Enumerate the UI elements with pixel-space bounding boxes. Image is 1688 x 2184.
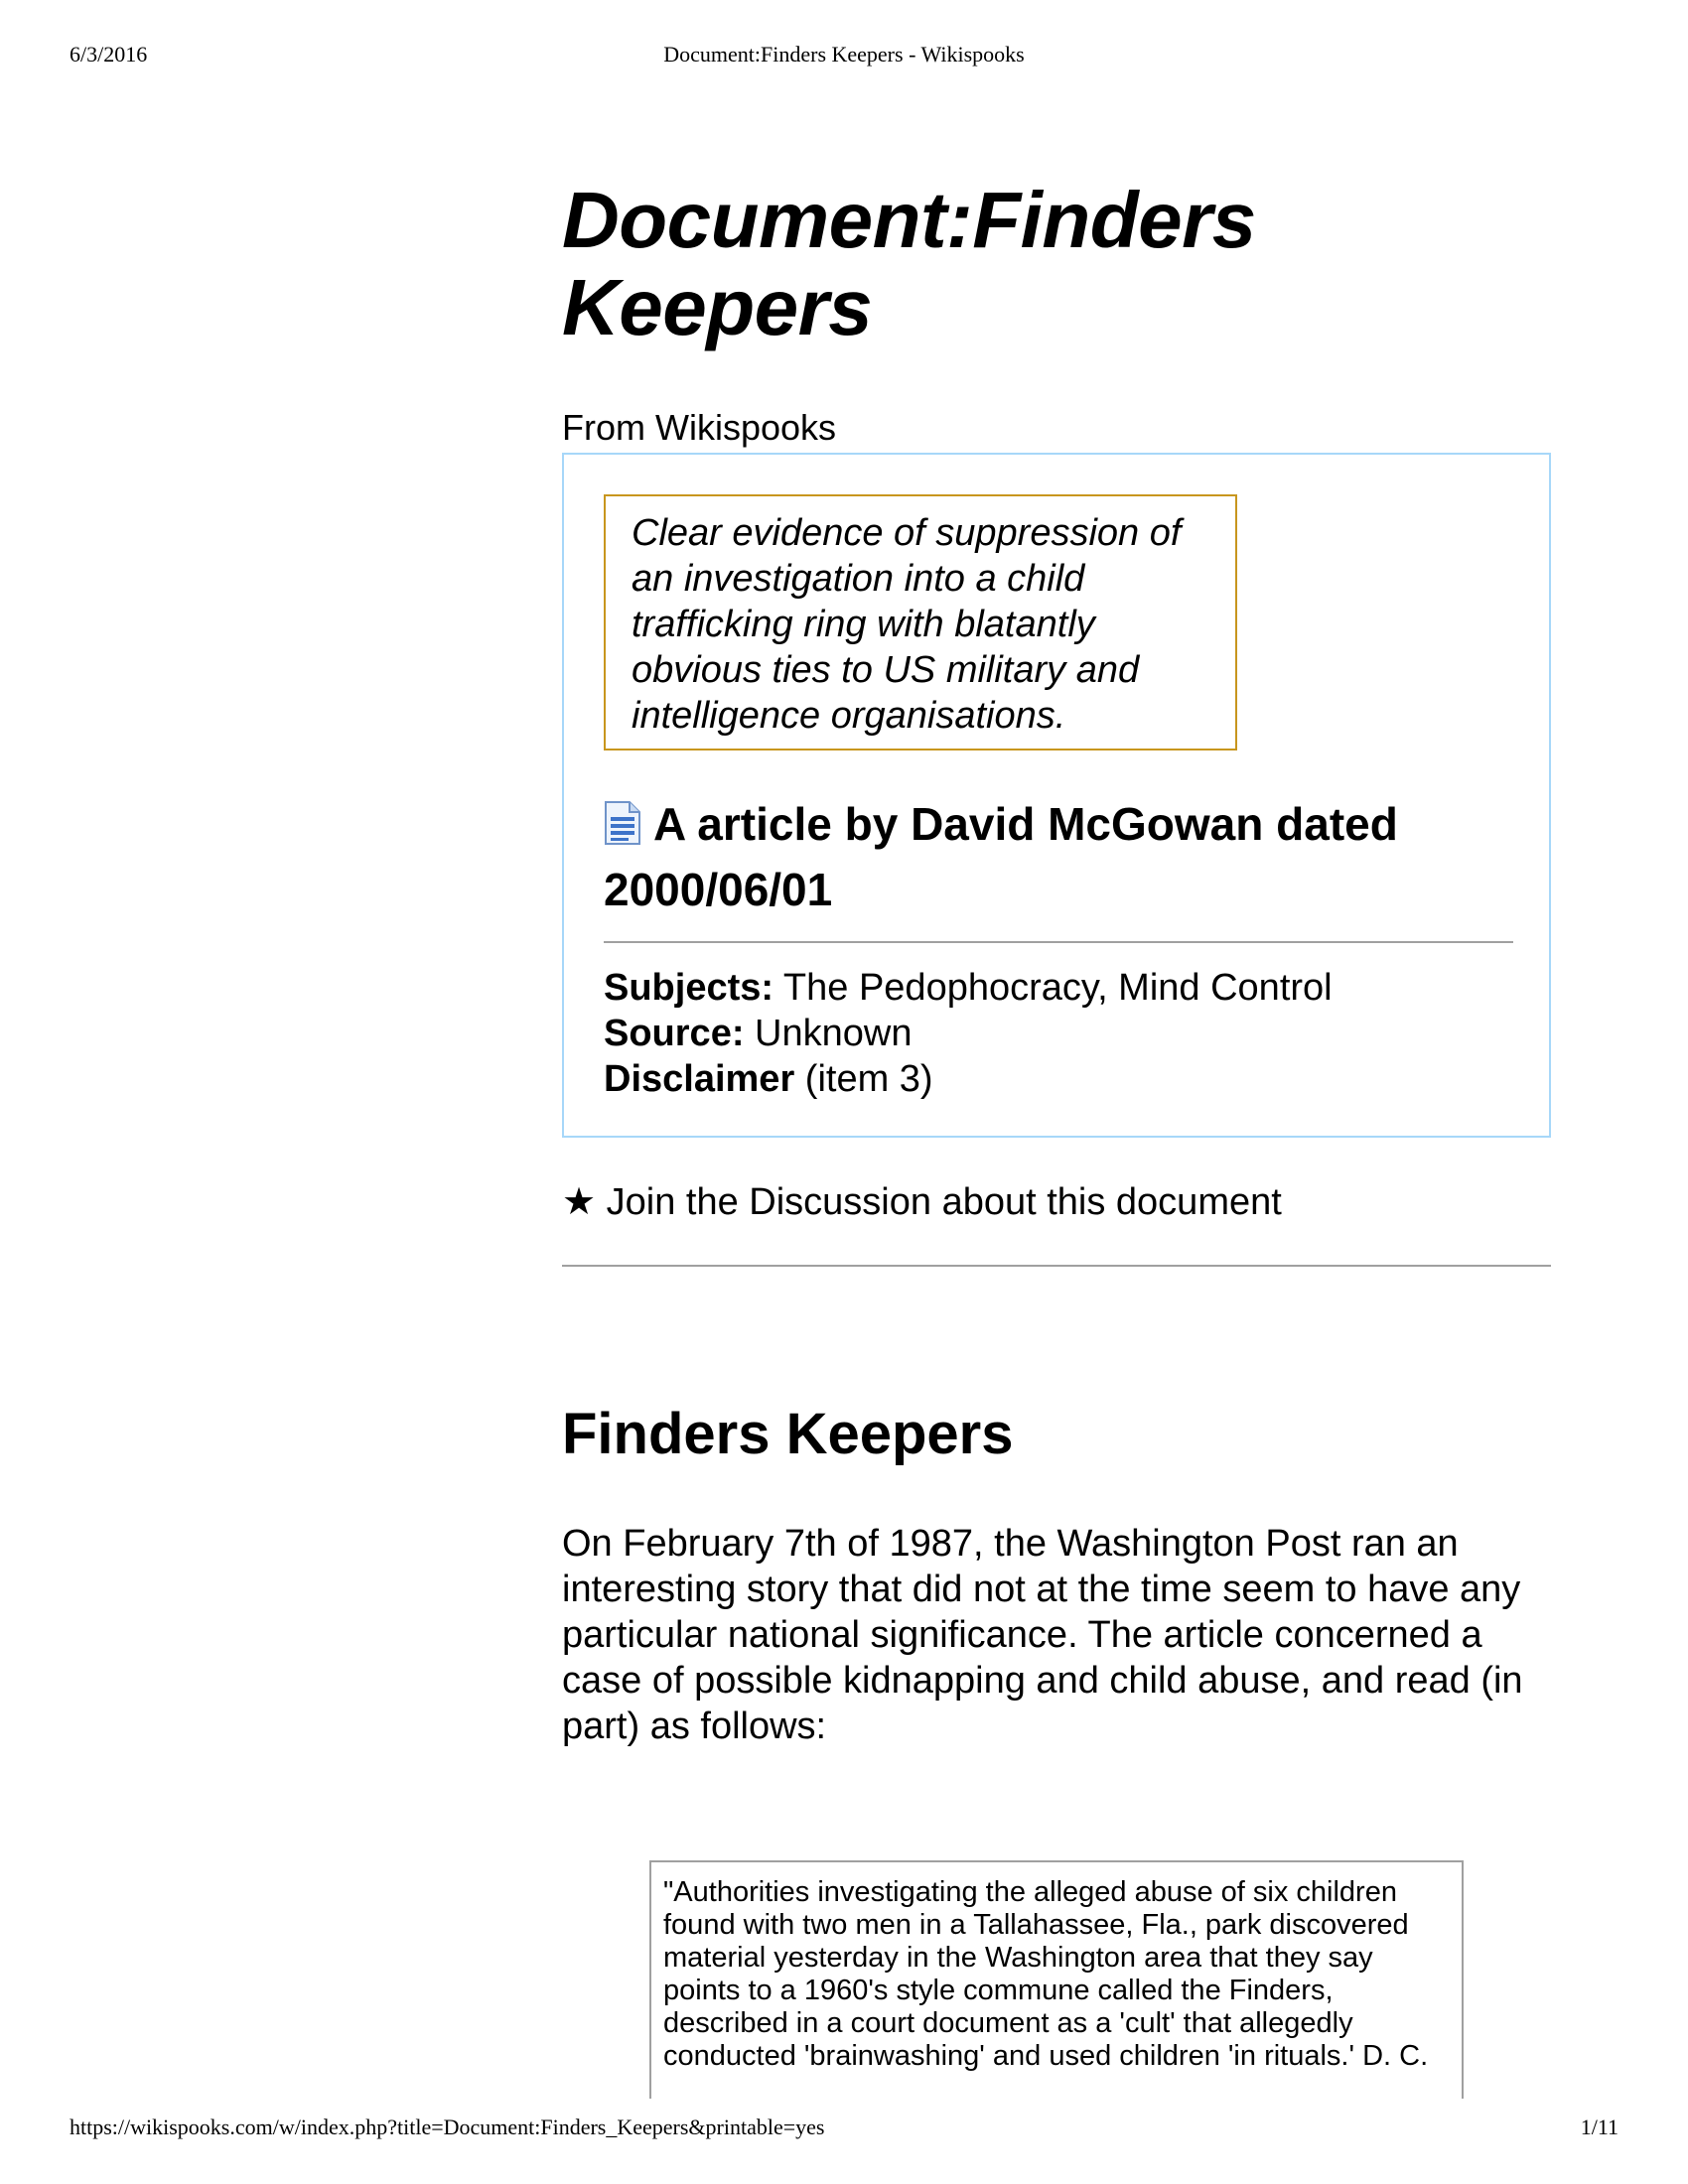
discussion-text: Join the Discussion about this document <box>596 1181 1282 1223</box>
page-title-line-2: Keepers <box>562 263 873 351</box>
document-info-box <box>562 453 1551 1138</box>
page-title-line-1: Document:Finders <box>562 176 1256 264</box>
discussion-divider <box>562 1265 1551 1267</box>
print-date: 6/3/2016 <box>70 42 148 67</box>
quote-box: "Authorities investigating the alleged abuse of six children found with two men in a Tallahassee, Fla., park discovered material yesterday in the Washington area that they say points to a 1960's style commune called the Finders, described in a court document as a 'cult' that allegedly conducted 'brainwashing' and used children 'in rituals.' D. C. <box>649 1860 1464 2099</box>
document-icon <box>604 800 641 860</box>
article-byline-text: A article by David McGowan dated 2000/06/01 <box>604 798 1398 915</box>
article-byline <box>604 794 1509 919</box>
star-icon: ★ <box>562 1181 597 1223</box>
source-value: Unknown <box>744 1013 913 1054</box>
source-row <box>604 1011 1509 1056</box>
subjects-value[interactable]: The Pedophocracy, Mind Control <box>774 967 1333 1009</box>
subjects-row <box>604 965 1509 1011</box>
document-summary: Clear evidence of suppression of an investigation into a child trafficking ring with blatantly obvious ties to US military and intelligence organisations. <box>604 494 1237 751</box>
discussion-link[interactable] <box>562 1179 1551 1225</box>
print-page-title: Document:Finders Keepers - Wikispooks <box>663 42 1025 67</box>
main-content <box>562 177 1551 1749</box>
section-heading: Finders Keepers <box>562 1402 1014 1466</box>
subjects-label: Subjects: <box>604 967 774 1009</box>
page-title <box>562 177 1551 351</box>
disclaimer-row <box>604 1056 1509 1102</box>
document-metadata <box>604 965 1509 1102</box>
disclaimer-value: (item 3) <box>794 1058 933 1100</box>
source-label: Source: <box>604 1013 745 1054</box>
print-url: https://wikispooks.com/w/index.php?title=Document:Finders_Keepers&printable=yes <box>70 2115 825 2139</box>
print-page-number: 1/11 <box>1580 2115 1618 2139</box>
intro-paragraph: On February 7th of 1987, the Washington Post ran an interesting story that did not at the time seem to have any particular national significance. The article concerned a case of possible kidnapping and child abuse, and read (in part) as follows: <box>562 1523 1523 1747</box>
site-subtitle: From Wikispooks <box>562 407 837 448</box>
doc-box-divider <box>604 941 1513 943</box>
disclaimer-link[interactable]: Disclaimer <box>604 1058 795 1100</box>
